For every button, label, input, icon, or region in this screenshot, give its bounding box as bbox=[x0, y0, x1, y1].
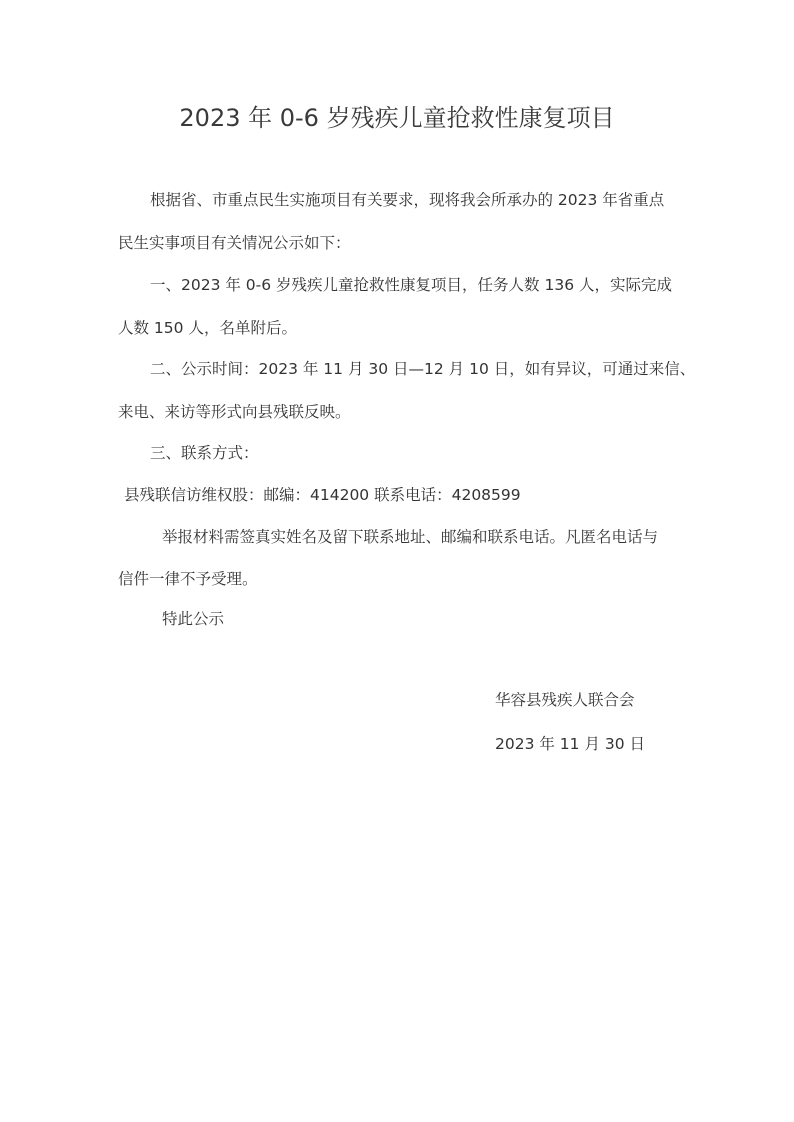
signature-organization: 华容县残疾人联合会 bbox=[495, 691, 635, 709]
item-1-line-1: 一、2023 年 0-6 岁残疾儿童抢救性康复项目，任务人数 136 人，实际完成 bbox=[150, 276, 672, 294]
item-2-line-2: 来电、来访等形式向县残联反映。 bbox=[118, 403, 351, 421]
document-title: 2023 年 0-6 岁残疾儿童抢救性康复项目 bbox=[179, 104, 615, 132]
intro-line-1: 根据省、市重点民生实施项目有关要求，现将我会所承办的 2023 年省重点 bbox=[150, 191, 665, 209]
closing-text: 特此公示 bbox=[162, 610, 225, 628]
report-note-line-2: 信件一律不予受理。 bbox=[118, 570, 258, 588]
contact-line: 县残联信访维权股：邮编：414200 联系电话：4208599 bbox=[124, 486, 521, 504]
item-1-line-2: 人数 150 人，名单附后。 bbox=[118, 319, 297, 337]
intro-line-2: 民生实事项目有关情况公示如下： bbox=[118, 234, 351, 252]
signature-date: 2023 年 11 月 30 日 bbox=[495, 735, 646, 753]
item-3-heading: 三、联系方式： bbox=[150, 444, 259, 462]
report-note-line-1: 举报材料需签真实姓名及留下联系地址、邮编和联系电话。凡匿名电话与 bbox=[162, 528, 659, 546]
item-2-line-1: 二、公示时间：2023 年 11 月 30 日—12 月 10 日，如有异议，可通过来信、 bbox=[150, 360, 696, 378]
